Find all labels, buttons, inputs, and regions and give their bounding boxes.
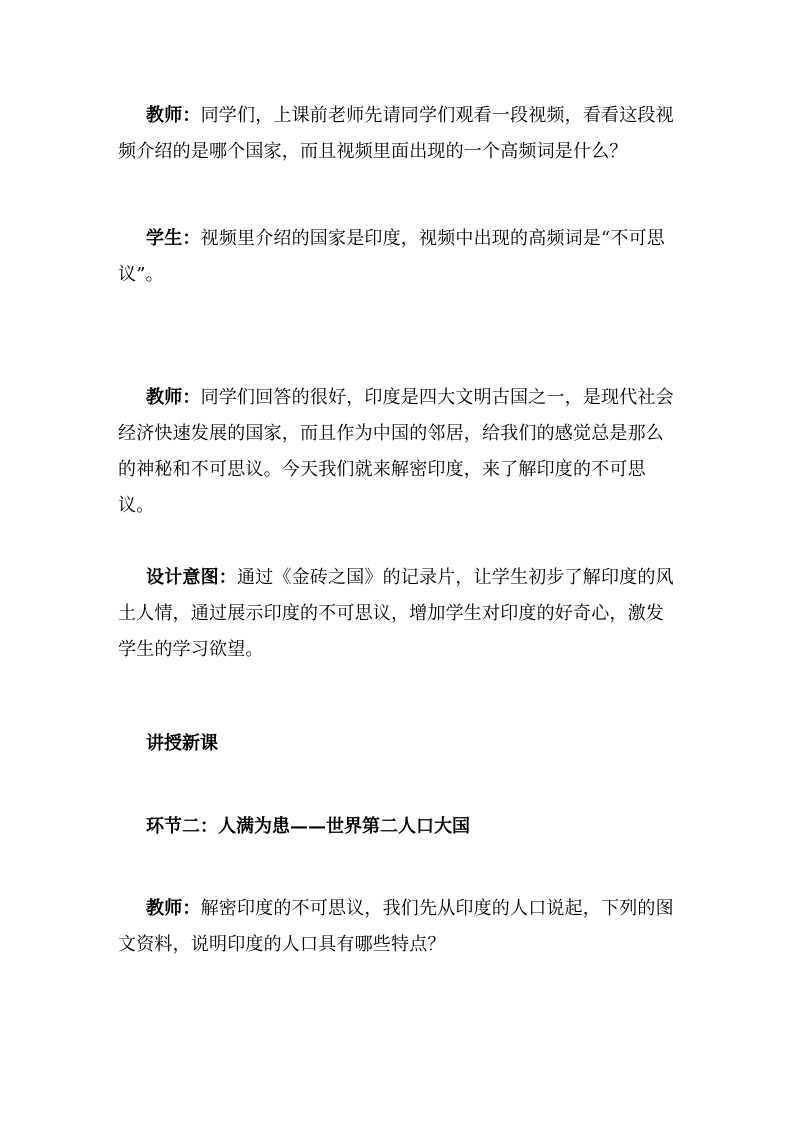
paragraph-text: 通过《金砖之国》的记录片，让学生初步了解印度的风土人情，通过展示印度的不可思议，增加学生对印度的好奇心，激发学生的学习欲望。 <box>118 567 674 660</box>
paragraph-text: 同学们，上课前老师先请同学们观看一段视频，看看这段视频介绍的是哪个国家，而且视频里面出现的一个高频词是什么？ <box>118 105 674 162</box>
paragraph-text: 视频里介绍的国家是印度，视频中出现的高频词是“不可思议”。 <box>118 228 666 285</box>
paragraph-teacher-intro <box>118 98 678 170</box>
paragraph-student-answer <box>118 221 678 293</box>
speaker-label: 教师： <box>146 898 201 919</box>
paragraph-text: 同学们回答的很好，印度是四大文明古国之一，是现代社会经济快速发展的国家，而且作为中国的邻居，给我们的感觉总是那么的神秘和不可思议。今天我们就来解密印度，来了解印度的不可思议。 <box>118 387 674 516</box>
paragraph-teacher-response <box>118 380 678 524</box>
speaker-label: 教师： <box>146 105 201 126</box>
subsection-heading: 环节二：人满为患——世界第二人口大国 <box>146 816 470 837</box>
speaker-label: 学生： <box>146 228 201 249</box>
section-heading: 讲授新课 <box>146 733 218 754</box>
speaker-label: 设计意图： <box>146 567 237 588</box>
paragraph-teacher-question <box>118 891 678 963</box>
paragraph-design-intent <box>118 560 678 668</box>
speaker-label: 教师： <box>146 387 201 408</box>
paragraph-text: 解密印度的不可思议，我们先从印度的人口说起，下列的图文资料，说明印度的人口具有哪些特点？ <box>118 898 674 955</box>
